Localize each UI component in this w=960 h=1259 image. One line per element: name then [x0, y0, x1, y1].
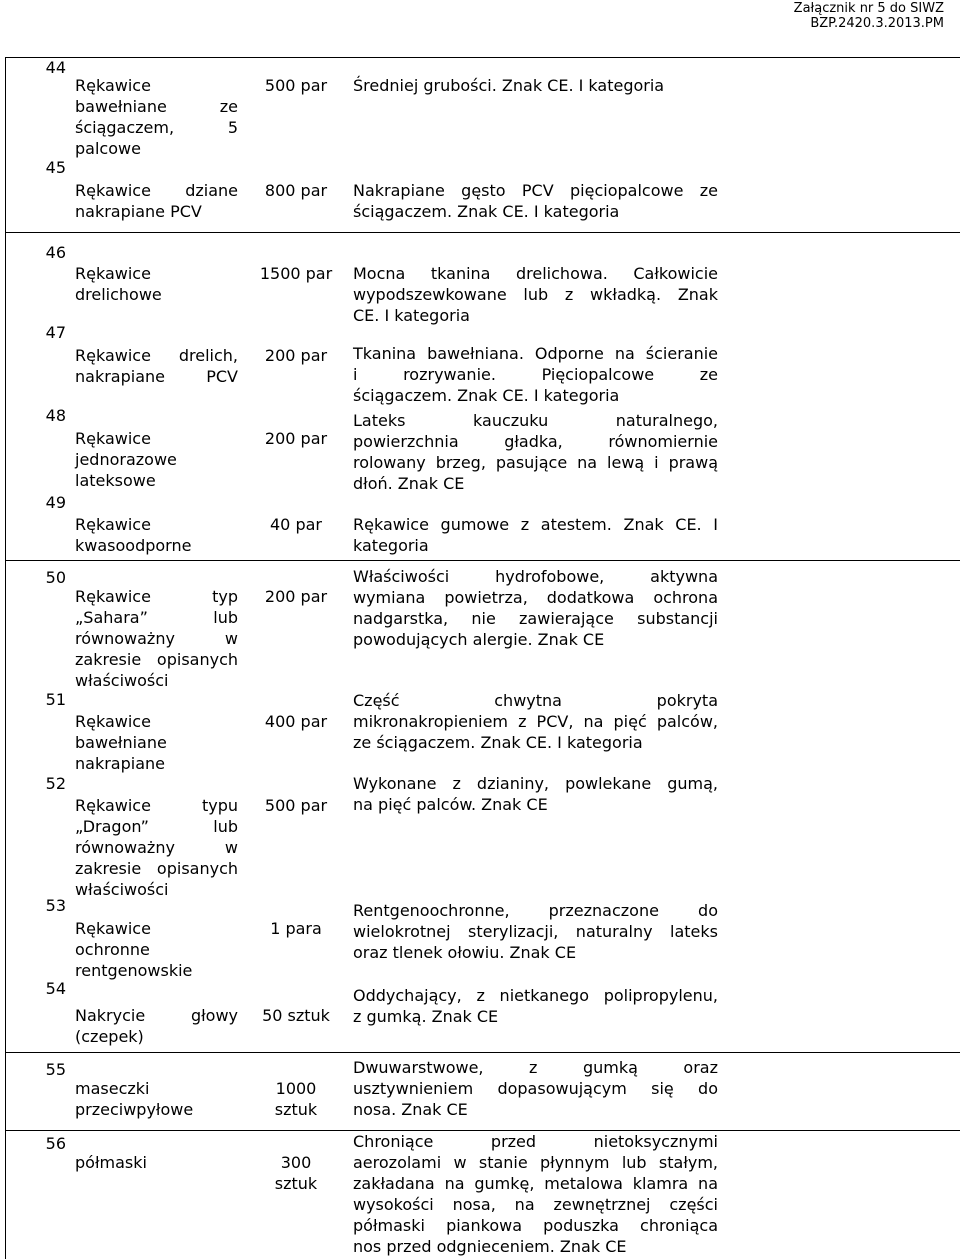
item-description	[353, 985, 718, 1027]
item-name-line: Rękawice	[75, 515, 151, 534]
item-name-line: palcowe	[75, 139, 141, 158]
item-name-line: Rękawice	[75, 429, 151, 448]
document-header	[794, 1, 944, 31]
description-line: wymiana powietrza, dodatkowa ochrona	[353, 588, 718, 607]
item-name	[75, 918, 238, 981]
description-line: z gumką. Znak CE	[353, 1007, 499, 1026]
item-name	[75, 75, 238, 159]
item-name-line: Rękawice	[75, 76, 151, 95]
item-name-line: Rękawice	[75, 264, 151, 283]
item-name-line: drelichowe	[75, 285, 162, 304]
description-line: Średniej grubości. Znak CE. I kategoria	[353, 76, 665, 95]
description-line: nadgarstka, nie zawierające substancji	[353, 609, 718, 628]
description-line: Rentgenoochronne, przeznaczone do	[353, 901, 718, 920]
description-line: Oddychający, z nietkanego polipropylenu,	[353, 986, 718, 1005]
item-name	[75, 514, 238, 556]
quantity-line: sztuk	[274, 1100, 318, 1119]
item-name-line: nakrapiane	[75, 754, 165, 773]
item-name-line: zakresie opisanych	[75, 859, 238, 878]
description-line: usztywnieniem dopasowującym się do	[353, 1079, 718, 1098]
description-line: i rozrywanie. Pięciopalcowe ze	[353, 365, 718, 384]
description-line: ściągaczem. Znak CE. I kategoria	[353, 386, 620, 405]
item-name-line: nakrapiane PCV	[75, 367, 238, 386]
description-line: Mocna tkanina drelichowa. Całkowicie	[353, 264, 718, 283]
item-name	[75, 1152, 238, 1173]
item-name	[75, 1005, 238, 1047]
item-name-line: jednorazowe	[75, 450, 177, 469]
description-line: Wykonane z dzianiny, powlekane gumą,	[353, 774, 718, 793]
item-name-line: Rękawice	[75, 712, 151, 731]
item-description	[353, 773, 718, 815]
row-divider	[5, 1052, 960, 1053]
quantity-line: 200 par	[264, 587, 328, 606]
item-name-line: maseczki	[75, 1079, 150, 1098]
description-line: CE. I kategoria	[353, 306, 470, 325]
quantity-line: 1 para	[270, 919, 322, 938]
item-name-line: nakrapiane PCV	[75, 202, 202, 221]
item-name-line: Rękawice typu	[75, 796, 238, 815]
quantity-line: 1000	[275, 1079, 317, 1098]
row-number: 53	[45, 896, 66, 915]
item-name-line: Nakrycie głowy	[75, 1006, 238, 1025]
item-name-line: właściwości	[75, 880, 169, 899]
item-name-line: równoważny w	[75, 838, 238, 857]
item-name-line: Rękawice typ	[75, 587, 238, 606]
item-description	[353, 690, 718, 753]
item-name-line: przeciwpyłowe	[75, 1100, 194, 1119]
quantity-line: 400 par	[264, 712, 328, 731]
item-name-line: równoważny w	[75, 629, 238, 648]
description-line: na pięć palców. Znak CE	[353, 795, 548, 814]
item-description	[353, 180, 718, 222]
row-divider	[5, 232, 960, 233]
item-description	[353, 566, 718, 650]
item-quantity	[244, 345, 348, 366]
item-quantity	[244, 1005, 348, 1026]
quantity-line: 200 par	[264, 429, 328, 448]
row-number: 51	[45, 690, 66, 709]
item-name-line: bawełniane	[75, 733, 167, 752]
description-line: półmaski piankowa poduszka chroniąca	[353, 1216, 718, 1235]
row-number: 52	[45, 774, 66, 793]
description-line: zakładana na gumkę, metalowa klamra na	[353, 1174, 718, 1193]
row-number: 46	[45, 243, 66, 262]
item-name-line: lateksowe	[75, 471, 156, 490]
row-number: 56	[45, 1134, 66, 1153]
description-line: Nakrapiane gęsto PCV pięciopalcowe ze	[353, 181, 718, 200]
row-number: 45	[45, 158, 66, 177]
item-quantity	[244, 795, 348, 816]
row-number: 44	[45, 58, 66, 77]
item-name	[75, 180, 238, 222]
item-quantity	[244, 1078, 348, 1120]
description-line: Rękawice gumowe z atestem. Znak CE. I	[353, 515, 718, 534]
item-quantity	[244, 263, 348, 284]
item-description	[353, 1131, 718, 1257]
item-name	[75, 1078, 238, 1120]
item-name-line: bawełniane ze	[75, 97, 238, 116]
row-number: 47	[45, 323, 66, 342]
item-name	[75, 263, 238, 305]
row-number: 48	[45, 406, 66, 425]
description-line: ze ściągaczem. Znak CE. I kategoria	[353, 733, 643, 752]
attachment-label: Załącznik nr 5 do SIWZ	[793, 1, 944, 16]
item-name-line: ochronne	[75, 940, 150, 959]
description-line: wielokrotnej sterylizacji, naturalny lateks	[353, 922, 718, 941]
quantity-line: 50 sztuk	[262, 1006, 330, 1025]
item-name	[75, 795, 238, 900]
item-quantity	[244, 75, 348, 96]
item-name-line: „Sahara” lub	[75, 608, 238, 627]
description-line: Chroniące przed nietoksycznymi	[353, 1132, 718, 1151]
description-line: wysokości nosa, na zewnętrznej części	[353, 1195, 718, 1214]
description-line: kategoria	[353, 536, 429, 555]
item-name	[75, 428, 238, 491]
quantity-line: 300	[280, 1153, 312, 1172]
item-description	[353, 263, 718, 326]
description-line: Tkanina bawełniana. Odporne na ścieranie	[353, 344, 718, 363]
description-line: Dwuwarstwowe, z gumką oraz	[353, 1058, 718, 1077]
row-number: 55	[45, 1060, 66, 1079]
quantity-line: 500 par	[264, 76, 328, 95]
description-line: oraz tlenek ołowiu. Znak CE	[353, 943, 577, 962]
item-quantity	[244, 514, 348, 535]
description-line: wypodszewkowane lub z wkładką. Znak	[353, 285, 718, 304]
item-description	[353, 900, 718, 963]
row-divider	[5, 560, 960, 561]
row-number: 49	[45, 493, 66, 512]
quantity-line: 800 par	[264, 181, 328, 200]
quantity-line: 1500 par	[259, 264, 333, 283]
description-line: ściągaczem. Znak CE. I kategoria	[353, 202, 620, 221]
item-name-line: (czepek)	[75, 1027, 144, 1046]
description-line: nosa. Znak CE	[353, 1100, 468, 1119]
quantity-line: 40 par	[270, 515, 322, 534]
item-name-line: ściągaczem, 5	[75, 118, 238, 137]
item-description	[353, 514, 718, 556]
description-line: Lateks kauczuku naturalnego,	[353, 411, 718, 430]
item-quantity	[244, 428, 348, 449]
item-quantity	[244, 711, 348, 732]
description-line: nos przed odgnieceniem. Znak CE	[353, 1237, 627, 1256]
description-line: Część chwytna pokryta	[353, 691, 718, 710]
item-description	[353, 1057, 718, 1120]
item-name-line: kwasoodporne	[75, 536, 192, 555]
item-quantity	[244, 180, 348, 201]
item-quantity	[244, 1152, 348, 1194]
item-name-line: „Dragon” lub	[75, 817, 238, 836]
item-description	[353, 75, 718, 96]
description-line: aerozolami w stanie płynnym lub stałym,	[353, 1153, 718, 1172]
description-line: dłoń. Znak CE	[353, 474, 465, 493]
description-line: powodujących alergie. Znak CE	[353, 630, 605, 649]
item-name	[75, 711, 238, 774]
description-line: mikronakropieniem z PCV, na pięć palców,	[353, 712, 718, 731]
item-name-line: zakresie opisanych	[75, 650, 238, 669]
item-name-line: półmaski	[75, 1153, 147, 1172]
description-line: rolowany brzeg, pasujące na lewą i prawą	[353, 453, 718, 472]
quantity-line: 200 par	[264, 346, 328, 365]
item-name-line: Rękawice drelich,	[75, 346, 238, 365]
item-name-line: Rękawice	[75, 919, 151, 938]
item-name	[75, 345, 238, 387]
item-quantity	[244, 586, 348, 607]
item-description	[353, 410, 718, 494]
row-number: 50	[45, 568, 66, 587]
description-line: powierzchnia gładka, równomiernie	[353, 432, 718, 451]
description-line: Właściwości hydrofobowe, aktywna	[353, 567, 718, 586]
quantity-line: 500 par	[264, 796, 328, 815]
quantity-line: sztuk	[274, 1174, 318, 1193]
item-name-line: właściwości	[75, 671, 169, 690]
row-number: 54	[45, 979, 66, 998]
item-description	[353, 343, 718, 406]
item-quantity	[244, 918, 348, 939]
item-name	[75, 586, 238, 691]
item-name-line: Rękawice dziane	[75, 181, 238, 200]
item-name-line: rentgenowskie	[75, 961, 193, 980]
reference-number: BZP.2420.3.2013.PM	[810, 16, 944, 31]
